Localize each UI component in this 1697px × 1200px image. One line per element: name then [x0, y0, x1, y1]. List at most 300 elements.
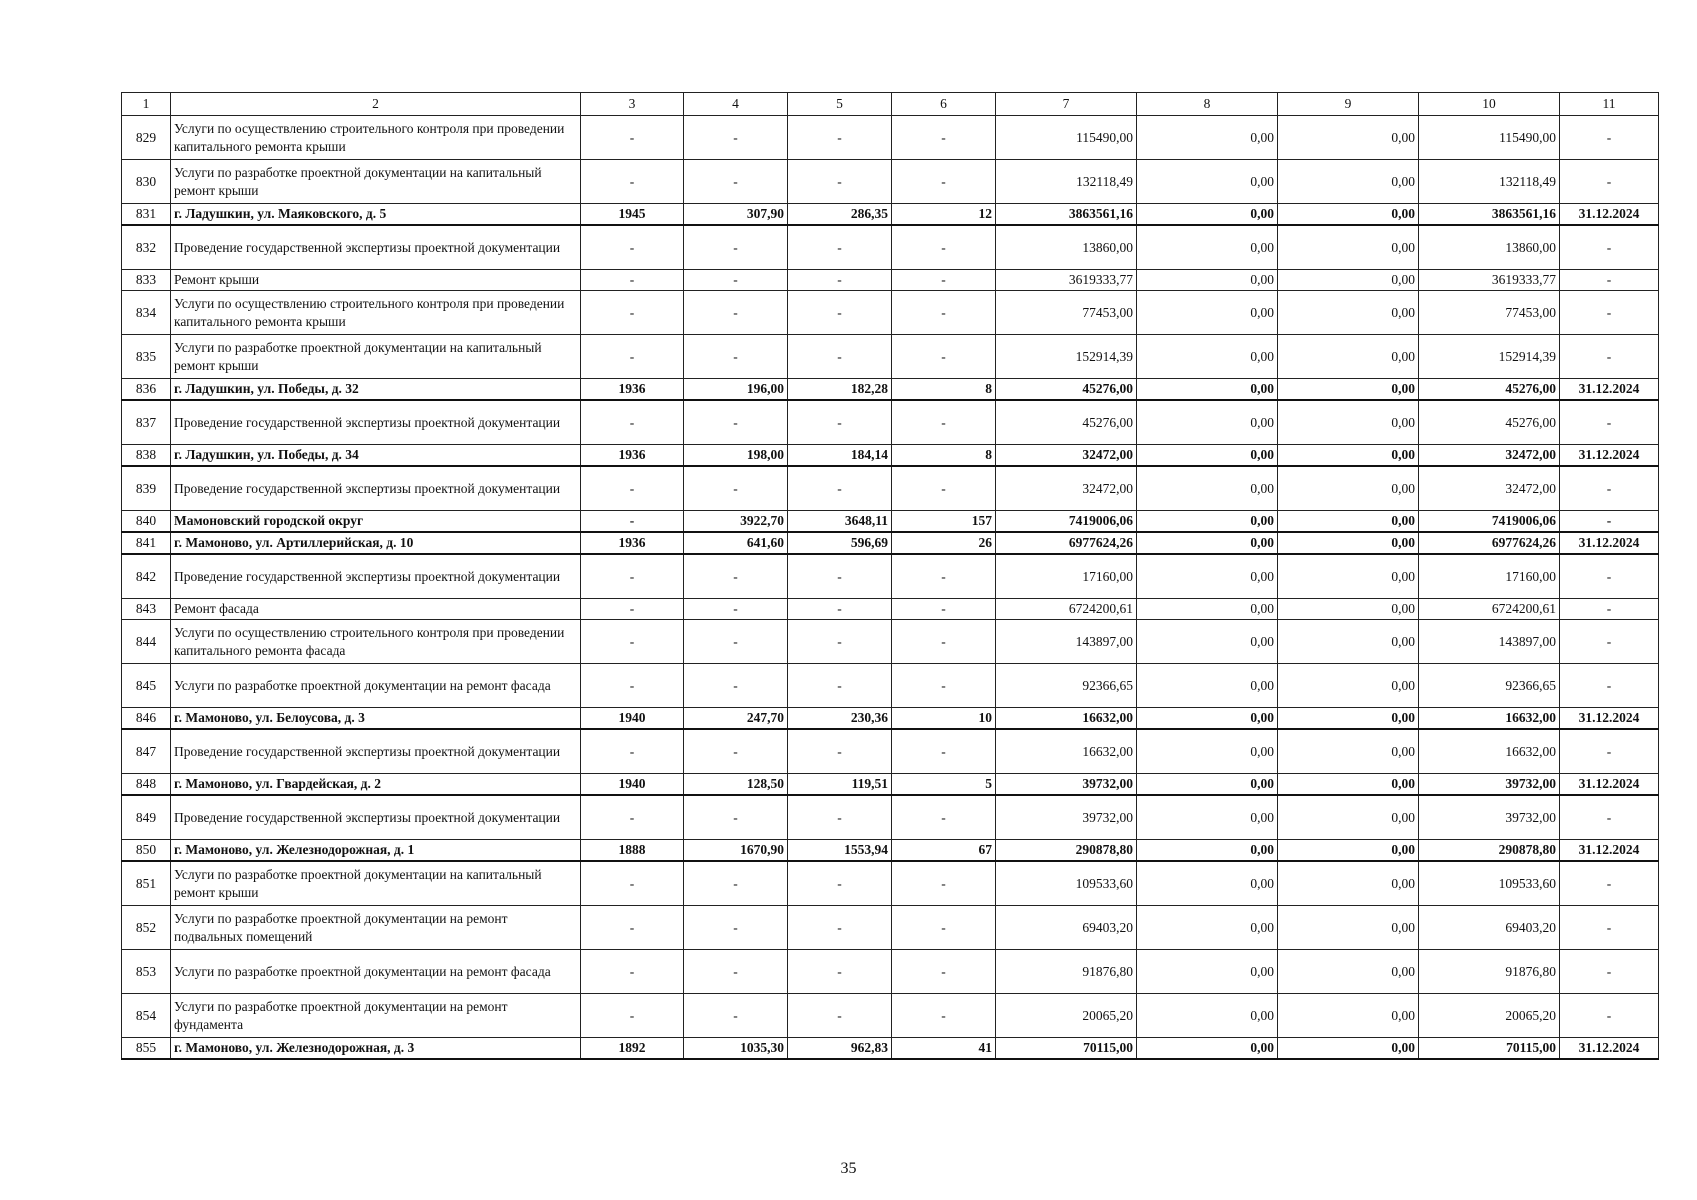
- cost-total-cell: 152914,39: [996, 335, 1137, 379]
- cost-col10-cell: 32472,00: [1419, 445, 1560, 467]
- cost-col9-cell: 0,00: [1278, 116, 1419, 160]
- area-living-cell: -: [788, 554, 892, 599]
- area-living-cell: 1553,94: [788, 840, 892, 862]
- column-header: 5: [788, 93, 892, 116]
- cost-col10-cell: 39732,00: [1419, 774, 1560, 796]
- address-row: [122, 511, 1659, 533]
- area-living-cell: -: [788, 729, 892, 774]
- column-header: 8: [1137, 93, 1278, 116]
- deadline-cell: 31.12.2024: [1560, 708, 1659, 730]
- column-header: 10: [1419, 93, 1560, 116]
- residents-cell: -: [892, 291, 996, 335]
- year-cell: -: [581, 225, 684, 270]
- cost-col9-cell: 0,00: [1278, 335, 1419, 379]
- cost-col8-cell: 0,00: [1137, 1038, 1278, 1060]
- cost-col9-cell: 0,00: [1278, 204, 1419, 226]
- area-living-cell: -: [788, 335, 892, 379]
- row-name-cell: Ремонт фасада: [171, 599, 581, 620]
- cost-col8-cell: 0,00: [1137, 532, 1278, 554]
- work-item-row: [122, 270, 1659, 291]
- cost-col10-cell: 6977624,26: [1419, 532, 1560, 554]
- year-cell: -: [581, 729, 684, 774]
- deadline-cell: -: [1560, 511, 1659, 533]
- work-item-row: [122, 554, 1659, 599]
- cost-col9-cell: 0,00: [1278, 620, 1419, 664]
- row-number-cell: 833: [122, 270, 171, 291]
- deadline-cell: 31.12.2024: [1560, 1038, 1659, 1060]
- deadline-cell: -: [1560, 554, 1659, 599]
- area-living-cell: -: [788, 400, 892, 445]
- row-name-cell: Услуги по осуществлению строительного контроля при проведении капитального ремонта крыши: [171, 291, 581, 335]
- work-item-row: [122, 160, 1659, 204]
- cost-col9-cell: 0,00: [1278, 466, 1419, 511]
- row-name-cell: Услуги по осуществлению строительного контроля при проведении капитального ремонта фасада: [171, 620, 581, 664]
- area-total-cell: -: [684, 795, 788, 840]
- cost-total-cell: 6724200,61: [996, 599, 1137, 620]
- cost-col9-cell: 0,00: [1278, 861, 1419, 906]
- area-living-cell: -: [788, 620, 892, 664]
- residents-cell: 12: [892, 204, 996, 226]
- deadline-cell: -: [1560, 291, 1659, 335]
- cost-total-cell: 115490,00: [996, 116, 1137, 160]
- year-cell: 1936: [581, 532, 684, 554]
- area-living-cell: -: [788, 291, 892, 335]
- area-total-cell: -: [684, 620, 788, 664]
- cost-col9-cell: 0,00: [1278, 400, 1419, 445]
- deadline-cell: -: [1560, 994, 1659, 1038]
- address-row: [122, 840, 1659, 862]
- work-item-row: [122, 225, 1659, 270]
- cost-col9-cell: 0,00: [1278, 708, 1419, 730]
- deadline-cell: 31.12.2024: [1560, 840, 1659, 862]
- cost-total-cell: 39732,00: [996, 795, 1137, 840]
- work-item-row: [122, 291, 1659, 335]
- cost-col10-cell: 152914,39: [1419, 335, 1560, 379]
- cost-col9-cell: 0,00: [1278, 554, 1419, 599]
- cost-col9-cell: 0,00: [1278, 994, 1419, 1038]
- row-number-cell: 841: [122, 532, 171, 554]
- area-living-cell: 596,69: [788, 532, 892, 554]
- cost-col9-cell: 0,00: [1278, 225, 1419, 270]
- address-row: [122, 774, 1659, 796]
- cost-col8-cell: 0,00: [1137, 599, 1278, 620]
- row-number-cell: 837: [122, 400, 171, 445]
- row-name-cell: Услуги по разработке проектной документации на ремонт фундамента: [171, 994, 581, 1038]
- cost-col10-cell: 70115,00: [1419, 1038, 1560, 1060]
- area-living-cell: 182,28: [788, 379, 892, 401]
- residents-cell: -: [892, 950, 996, 994]
- deadline-cell: -: [1560, 116, 1659, 160]
- area-living-cell: 184,14: [788, 445, 892, 467]
- area-total-cell: -: [684, 994, 788, 1038]
- area-living-cell: -: [788, 599, 892, 620]
- residents-cell: -: [892, 729, 996, 774]
- deadline-cell: -: [1560, 729, 1659, 774]
- cost-total-cell: 20065,20: [996, 994, 1137, 1038]
- cost-col9-cell: 0,00: [1278, 532, 1419, 554]
- year-cell: -: [581, 335, 684, 379]
- year-cell: 1936: [581, 445, 684, 467]
- area-living-cell: -: [788, 906, 892, 950]
- cost-col10-cell: 16632,00: [1419, 729, 1560, 774]
- residents-cell: -: [892, 400, 996, 445]
- area-total-cell: 198,00: [684, 445, 788, 467]
- area-total-cell: -: [684, 664, 788, 708]
- column-header: 11: [1560, 93, 1659, 116]
- column-header: 3: [581, 93, 684, 116]
- row-name-cell: Услуги по разработке проектной документации на ремонт подвальных помещений: [171, 906, 581, 950]
- area-total-cell: -: [684, 906, 788, 950]
- address-row: [122, 445, 1659, 467]
- row-name-cell: г. Мамоново, ул. Железнодорожная, д. 1: [171, 840, 581, 862]
- year-cell: -: [581, 861, 684, 906]
- area-total-cell: 196,00: [684, 379, 788, 401]
- cost-col8-cell: 0,00: [1137, 225, 1278, 270]
- residents-cell: 8: [892, 445, 996, 467]
- year-cell: -: [581, 795, 684, 840]
- area-total-cell: -: [684, 950, 788, 994]
- row-number-cell: 832: [122, 225, 171, 270]
- row-number-cell: 839: [122, 466, 171, 511]
- row-number-cell: 844: [122, 620, 171, 664]
- area-total-cell: -: [684, 116, 788, 160]
- cost-total-cell: 45276,00: [996, 400, 1137, 445]
- cost-col10-cell: 39732,00: [1419, 795, 1560, 840]
- cost-col8-cell: 0,00: [1137, 795, 1278, 840]
- residents-cell: -: [892, 906, 996, 950]
- work-item-row: [122, 795, 1659, 840]
- row-name-cell: Проведение государственной экспертизы проектной документации: [171, 795, 581, 840]
- year-cell: 1940: [581, 774, 684, 796]
- area-total-cell: -: [684, 466, 788, 511]
- year-cell: 1936: [581, 379, 684, 401]
- column-header: 6: [892, 93, 996, 116]
- row-number-cell: 843: [122, 599, 171, 620]
- cost-col10-cell: 290878,80: [1419, 840, 1560, 862]
- cost-col8-cell: 0,00: [1137, 774, 1278, 796]
- row-name-cell: Проведение государственной экспертизы проектной документации: [171, 400, 581, 445]
- year-cell: 1940: [581, 708, 684, 730]
- cost-col9-cell: 0,00: [1278, 1038, 1419, 1060]
- area-total-cell: 128,50: [684, 774, 788, 796]
- cost-col8-cell: 0,00: [1137, 906, 1278, 950]
- area-total-cell: -: [684, 729, 788, 774]
- cost-col10-cell: 3619333,77: [1419, 270, 1560, 291]
- area-total-cell: -: [684, 400, 788, 445]
- area-living-cell: -: [788, 795, 892, 840]
- cost-col10-cell: 45276,00: [1419, 379, 1560, 401]
- cost-col10-cell: 6724200,61: [1419, 599, 1560, 620]
- area-total-cell: -: [684, 861, 788, 906]
- area-total-cell: 1035,30: [684, 1038, 788, 1060]
- deadline-cell: -: [1560, 270, 1659, 291]
- cost-col10-cell: 16632,00: [1419, 708, 1560, 730]
- year-cell: -: [581, 664, 684, 708]
- page-number: 35: [840, 1160, 857, 1177]
- cost-col9-cell: 0,00: [1278, 795, 1419, 840]
- work-item-row: [122, 994, 1659, 1038]
- row-name-cell: Услуги по разработке проектной документации на капитальный ремонт крыши: [171, 160, 581, 204]
- deadline-cell: -: [1560, 599, 1659, 620]
- area-total-cell: 307,90: [684, 204, 788, 226]
- cost-col8-cell: 0,00: [1137, 270, 1278, 291]
- year-cell: -: [581, 599, 684, 620]
- address-row: [122, 204, 1659, 226]
- row-number-cell: 835: [122, 335, 171, 379]
- residents-cell: -: [892, 225, 996, 270]
- cost-col10-cell: 20065,20: [1419, 994, 1560, 1038]
- cost-total-cell: 3619333,77: [996, 270, 1137, 291]
- cost-col8-cell: 0,00: [1137, 840, 1278, 862]
- cost-col10-cell: 45276,00: [1419, 400, 1560, 445]
- cost-total-cell: 45276,00: [996, 379, 1137, 401]
- cost-total-cell: 32472,00: [996, 445, 1137, 467]
- year-cell: -: [581, 906, 684, 950]
- cost-total-cell: 13860,00: [996, 225, 1137, 270]
- work-item-row: [122, 116, 1659, 160]
- row-number-cell: 847: [122, 729, 171, 774]
- row-number-cell: 834: [122, 291, 171, 335]
- year-cell: -: [581, 400, 684, 445]
- row-name-cell: Услуги по разработке проектной документации на ремонт фасада: [171, 950, 581, 994]
- year-cell: -: [581, 511, 684, 533]
- cost-total-cell: 143897,00: [996, 620, 1137, 664]
- area-living-cell: -: [788, 861, 892, 906]
- cost-col9-cell: 0,00: [1278, 379, 1419, 401]
- area-living-cell: -: [788, 225, 892, 270]
- residents-cell: -: [892, 861, 996, 906]
- year-cell: -: [581, 270, 684, 291]
- deadline-cell: -: [1560, 795, 1659, 840]
- area-living-cell: -: [788, 270, 892, 291]
- cost-col8-cell: 0,00: [1137, 861, 1278, 906]
- area-living-cell: 286,35: [788, 204, 892, 226]
- row-number-cell: 851: [122, 861, 171, 906]
- row-number-cell: 840: [122, 511, 171, 533]
- area-living-cell: 230,36: [788, 708, 892, 730]
- area-living-cell: -: [788, 160, 892, 204]
- cost-total-cell: 7419006,06: [996, 511, 1137, 533]
- residents-cell: -: [892, 116, 996, 160]
- row-number-cell: 836: [122, 379, 171, 401]
- area-total-cell: -: [684, 335, 788, 379]
- deadline-cell: 31.12.2024: [1560, 445, 1659, 467]
- cost-col10-cell: 92366,65: [1419, 664, 1560, 708]
- area-total-cell: 641,60: [684, 532, 788, 554]
- cost-col8-cell: 0,00: [1137, 160, 1278, 204]
- cost-col10-cell: 109533,60: [1419, 861, 1560, 906]
- deadline-cell: -: [1560, 466, 1659, 511]
- area-total-cell: -: [684, 225, 788, 270]
- area-living-cell: -: [788, 466, 892, 511]
- area-living-cell: 3648,11: [788, 511, 892, 533]
- cost-col8-cell: 0,00: [1137, 708, 1278, 730]
- cost-total-cell: 16632,00: [996, 729, 1137, 774]
- row-number-cell: 854: [122, 994, 171, 1038]
- cost-col8-cell: 0,00: [1137, 400, 1278, 445]
- area-living-cell: -: [788, 664, 892, 708]
- year-cell: -: [581, 116, 684, 160]
- cost-total-cell: 16632,00: [996, 708, 1137, 730]
- area-living-cell: -: [788, 994, 892, 1038]
- cost-total-cell: 109533,60: [996, 861, 1137, 906]
- deadline-cell: 31.12.2024: [1560, 204, 1659, 226]
- cost-col9-cell: 0,00: [1278, 160, 1419, 204]
- row-name-cell: г. Мамоново, ул. Белоусова, д. 3: [171, 708, 581, 730]
- cost-col8-cell: 0,00: [1137, 554, 1278, 599]
- area-total-cell: -: [684, 554, 788, 599]
- cost-col9-cell: 0,00: [1278, 664, 1419, 708]
- row-name-cell: Ремонт крыши: [171, 270, 581, 291]
- area-total-cell: 1670,90: [684, 840, 788, 862]
- deadline-cell: -: [1560, 160, 1659, 204]
- residents-cell: 10: [892, 708, 996, 730]
- cost-col10-cell: 17160,00: [1419, 554, 1560, 599]
- year-cell: -: [581, 554, 684, 599]
- cost-col10-cell: 115490,00: [1419, 116, 1560, 160]
- area-total-cell: -: [684, 270, 788, 291]
- cost-total-cell: 70115,00: [996, 1038, 1137, 1060]
- cost-col8-cell: 0,00: [1137, 664, 1278, 708]
- cost-total-cell: 69403,20: [996, 906, 1137, 950]
- row-name-cell: г. Мамоново, ул. Железнодорожная, д. 3: [171, 1038, 581, 1060]
- row-number-cell: 846: [122, 708, 171, 730]
- work-item-row: [122, 599, 1659, 620]
- cost-col10-cell: 143897,00: [1419, 620, 1560, 664]
- cost-col9-cell: 0,00: [1278, 774, 1419, 796]
- row-number-cell: 829: [122, 116, 171, 160]
- residents-cell: 67: [892, 840, 996, 862]
- residents-cell: 8: [892, 379, 996, 401]
- cost-col10-cell: 91876,80: [1419, 950, 1560, 994]
- row-number-cell: 849: [122, 795, 171, 840]
- work-item-row: [122, 950, 1659, 994]
- cost-total-cell: 3863561,16: [996, 204, 1137, 226]
- work-item-row: [122, 620, 1659, 664]
- cost-total-cell: 17160,00: [996, 554, 1137, 599]
- work-item-row: [122, 466, 1659, 511]
- column-header: 2: [171, 93, 581, 116]
- column-header: 4: [684, 93, 788, 116]
- cost-col9-cell: 0,00: [1278, 445, 1419, 467]
- row-name-cell: г. Мамоново, ул. Артиллерийская, д. 10: [171, 532, 581, 554]
- residents-cell: -: [892, 664, 996, 708]
- cost-col8-cell: 0,00: [1137, 466, 1278, 511]
- cost-col8-cell: 0,00: [1137, 116, 1278, 160]
- residents-cell: -: [892, 620, 996, 664]
- cost-col9-cell: 0,00: [1278, 906, 1419, 950]
- residents-cell: -: [892, 270, 996, 291]
- row-number-cell: 852: [122, 906, 171, 950]
- row-number-cell: 850: [122, 840, 171, 862]
- deadline-cell: 31.12.2024: [1560, 379, 1659, 401]
- cost-col9-cell: 0,00: [1278, 950, 1419, 994]
- year-cell: -: [581, 160, 684, 204]
- cost-col10-cell: 3863561,16: [1419, 204, 1560, 226]
- cost-col8-cell: 0,00: [1137, 729, 1278, 774]
- capital-repair-table: [121, 92, 1659, 1060]
- row-number-cell: 855: [122, 1038, 171, 1060]
- cost-col8-cell: 0,00: [1137, 291, 1278, 335]
- cost-col8-cell: 0,00: [1137, 511, 1278, 533]
- work-item-row: [122, 861, 1659, 906]
- row-name-cell: Услуги по разработке проектной документации на капитальный ремонт крыши: [171, 861, 581, 906]
- work-item-row: [122, 400, 1659, 445]
- area-living-cell: 962,83: [788, 1038, 892, 1060]
- year-cell: 1945: [581, 204, 684, 226]
- residents-cell: 26: [892, 532, 996, 554]
- cost-total-cell: 132118,49: [996, 160, 1137, 204]
- column-header: 9: [1278, 93, 1419, 116]
- column-number-header-row: [122, 93, 1659, 116]
- row-name-cell: Проведение государственной экспертизы проектной документации: [171, 225, 581, 270]
- row-number-cell: 830: [122, 160, 171, 204]
- work-item-row: [122, 335, 1659, 379]
- row-name-cell: Услуги по осуществлению строительного контроля при проведении капитального ремонта крыши: [171, 116, 581, 160]
- area-living-cell: -: [788, 116, 892, 160]
- residents-cell: 157: [892, 511, 996, 533]
- area-total-cell: -: [684, 599, 788, 620]
- cost-total-cell: 91876,80: [996, 950, 1137, 994]
- deadline-cell: -: [1560, 335, 1659, 379]
- year-cell: -: [581, 620, 684, 664]
- year-cell: -: [581, 994, 684, 1038]
- deadline-cell: 31.12.2024: [1560, 532, 1659, 554]
- cost-col10-cell: 132118,49: [1419, 160, 1560, 204]
- address-row: [122, 1038, 1659, 1060]
- address-row: [122, 379, 1659, 401]
- area-total-cell: 247,70: [684, 708, 788, 730]
- cost-total-cell: 77453,00: [996, 291, 1137, 335]
- deadline-cell: -: [1560, 400, 1659, 445]
- residents-cell: -: [892, 466, 996, 511]
- row-number-cell: 838: [122, 445, 171, 467]
- row-name-cell: Проведение государственной экспертизы проектной документации: [171, 466, 581, 511]
- deadline-cell: -: [1560, 620, 1659, 664]
- cost-col10-cell: 13860,00: [1419, 225, 1560, 270]
- row-number-cell: 831: [122, 204, 171, 226]
- cost-col8-cell: 0,00: [1137, 994, 1278, 1038]
- row-number-cell: 853: [122, 950, 171, 994]
- cost-col8-cell: 0,00: [1137, 950, 1278, 994]
- area-living-cell: -: [788, 950, 892, 994]
- work-item-row: [122, 664, 1659, 708]
- work-item-row: [122, 729, 1659, 774]
- cost-col9-cell: 0,00: [1278, 599, 1419, 620]
- row-name-cell: Услуги по разработке проектной документации на ремонт фасада: [171, 664, 581, 708]
- area-total-cell: 3922,70: [684, 511, 788, 533]
- residents-cell: -: [892, 599, 996, 620]
- area-total-cell: -: [684, 291, 788, 335]
- deadline-cell: -: [1560, 225, 1659, 270]
- residents-cell: -: [892, 554, 996, 599]
- cost-total-cell: 6977624,26: [996, 532, 1137, 554]
- row-name-cell: г. Мамоново, ул. Гвардейская, д. 2: [171, 774, 581, 796]
- cost-col8-cell: 0,00: [1137, 204, 1278, 226]
- cost-col10-cell: 7419006,06: [1419, 511, 1560, 533]
- deadline-cell: 31.12.2024: [1560, 774, 1659, 796]
- cost-total-cell: 92366,65: [996, 664, 1137, 708]
- year-cell: -: [581, 291, 684, 335]
- residents-cell: -: [892, 994, 996, 1038]
- cost-total-cell: 32472,00: [996, 466, 1137, 511]
- row-name-cell: г. Ладушкин, ул. Победы, д. 32: [171, 379, 581, 401]
- address-row: [122, 708, 1659, 730]
- cost-total-cell: 290878,80: [996, 840, 1137, 862]
- cost-col9-cell: 0,00: [1278, 511, 1419, 533]
- work-item-row: [122, 906, 1659, 950]
- row-name-cell: Проведение государственной экспертизы проектной документации: [171, 729, 581, 774]
